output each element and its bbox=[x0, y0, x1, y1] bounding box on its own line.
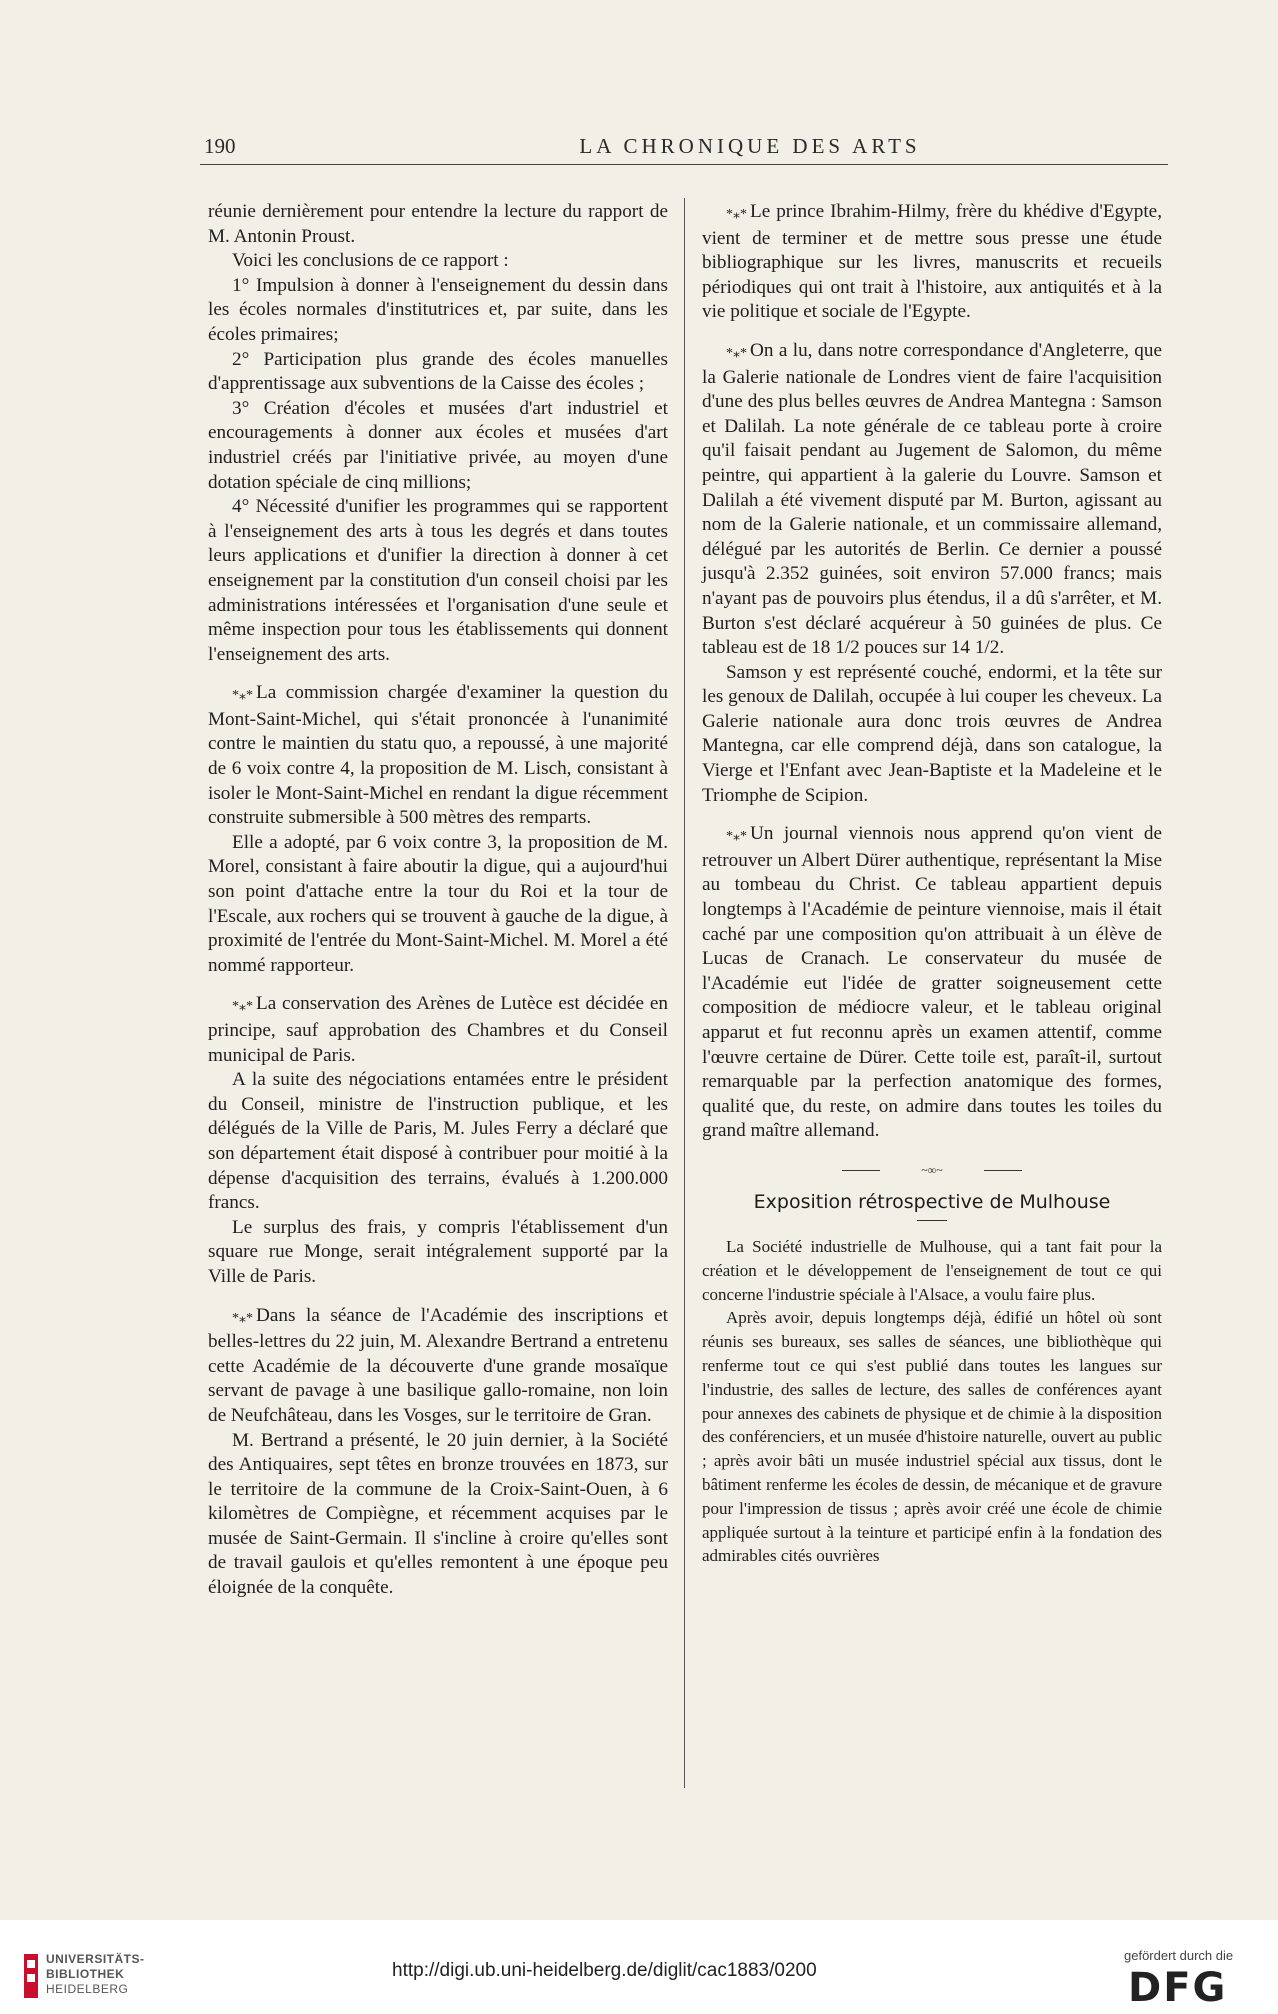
asterism-icon: *⁎* bbox=[232, 688, 253, 704]
left_column-paragraph bbox=[208, 992, 668, 1068]
left_column-paragraph bbox=[208, 397, 668, 495]
right-column-articles bbox=[702, 200, 1162, 1144]
journal-title: LA CHRONIQUE DES ARTS bbox=[579, 134, 921, 158]
right_column-paragraph bbox=[702, 339, 1162, 661]
asterism-icon: *⁎* bbox=[232, 999, 253, 1015]
uni-line-2: BIBLIOTHEK bbox=[46, 1967, 125, 1981]
paragraph-text: Le prince Ibrahim-Hilmy, frère du khédive d'Egypte, vient de terminer et de mettre sous presse une étude bibliographique sur les livres, manuscrits et recueils périodiques qui ont trait à l'histoire, aux antiquités et à la vie politique et sociale de l'Egypte. bbox=[702, 201, 1162, 323]
asterism-icon: *⁎* bbox=[232, 1310, 253, 1326]
section-ornament: ~∞~ bbox=[702, 1152, 1162, 1188]
section-paragraph: Après avoir, depuis longtemps déjà, édifié un hôtel où sont réunis ses bureaux, ses salles de séances, une bibliothèque qui renferme tout ce qui s'est publié dans toutes les langues sur l'industrie, des salles de lecture, des salles de conférences ayant pour annexes des cabinets de physique et de chimie à la disposition des conférenciers, et un musée d'histoire naturelle, ouvert au public ; après avoir bâti un musée industriel spécial aux tissus, dont le bâtiment renferme les écoles de dessin, de mécanique et de gravure pour l'impression de tissus ; après avoir créé une école de chimie appliquée surtout à la teinture et participé enfin à la fondation des admirables cités ouvrières bbox=[702, 1308, 1162, 1566]
left_column-paragraph bbox=[208, 348, 668, 397]
footer bbox=[0, 1920, 1278, 2014]
left_column-paragraph bbox=[208, 1429, 668, 1601]
paragraph-text: Elle a adopté, par 6 voix contre 3, la proposition de M. Morel, consistant à faire aboutir la digue, qui a aujourd'hui son point d'attache entre la tour du Roi et la tour de l'Escale, aux rochers qui se trouvent à gauche de la digue, à proximité de l'entrée du Mont-Saint-Michel. M. Morel a été nommé rapporteur. bbox=[208, 831, 668, 976]
left_column-paragraph bbox=[208, 249, 668, 274]
right_column-paragraph bbox=[702, 822, 1162, 1144]
paragraph-text: 1° Impulsion à donner à l'enseignement du dessin dans les écoles normales d'institutrices et, par suite, dans les écoles primaires; bbox=[208, 274, 668, 345]
page-number: 190 bbox=[204, 134, 236, 158]
left_column-paragraph bbox=[208, 831, 668, 979]
uni-line-3: HEIDELBERG bbox=[46, 1982, 129, 1996]
paragraph-text: La conservation des Arènes de Lutèce est décidée en principe, sauf approbation des Chambres et du Conseil municipal de Paris. bbox=[208, 993, 668, 1066]
column-divider bbox=[684, 198, 685, 1788]
paragraph-text: 4° Nécessité d'unifier les programmes qui se rapportent à l'enseignement des arts à tous les degrés et dans toutes leurs applications et d'unifier la direction à donner à cet enseignement par la constitution d'un conseil choisi par les administrations intéressées et l'organisation d'une seule et même inspection pour tous les établissements qui donnent l'enseignement des arts. bbox=[208, 496, 668, 665]
paragraph-text: M. Bertrand a présenté, le 20 juin dernier, à la Société des Antiquaires, sept têtes en bronze trouvées en 1873, sur le territoire de la commune de la Croix-Saint-Ouen, à 6 kilomètres de Compiègne, et récemment acquises par le musée de Saint-Germain. Il s'incline à croire qu'elles sont de travail gaulois et qu'elles remontent à une époque peu éloignée de la conquête. bbox=[208, 1429, 668, 1599]
paragraph-text: Le surplus des frais, y compris l'établissement d'un square rue Monge, serait intégralement supporté par la Ville de Paris. bbox=[208, 1216, 668, 1287]
dfg-logo: DFG bbox=[1128, 1965, 1228, 2011]
left_column-paragraph bbox=[208, 200, 668, 249]
university-logo-icon bbox=[22, 1954, 40, 1998]
section-dash bbox=[917, 1220, 947, 1221]
asterism-icon: *⁎* bbox=[726, 207, 747, 222]
left-column bbox=[208, 200, 668, 1601]
left_column-paragraph bbox=[208, 681, 668, 831]
left_column-paragraph bbox=[208, 274, 668, 348]
section-paragraph: La Société industrielle de Mulhouse, qui a tant fait pour la création et le développement de l'enseignement de tout ce qui concerne l'industrie spéciale à l'Alsace, a voulu faire plus. bbox=[702, 1236, 1162, 1304]
asterism-icon: *⁎* bbox=[726, 829, 747, 845]
section-body bbox=[702, 1235, 1162, 1568]
right-column bbox=[702, 200, 1162, 1568]
left_column-paragraph bbox=[208, 1304, 668, 1429]
left_column-paragraph bbox=[208, 1068, 668, 1216]
paragraph-text: On a lu, dans notre correspondance d'Angleterre, que la Galerie nationale de Londres vient de faire l'acquisition d'une des plus belles œuvres de Andrea Mantegna : Samson et Dalilah. La note générale de ce tableau porte à croire qu'il faisait pendant au Jugement de Salomon, du même peintre, qui appartient à la galerie du Louvre. Samson et Dalilah a été vivement disputé par M. Burton, agissant au nom de la Galerie nationale, et un commissaire allemand, délégué par les autorités de Berlin. Ce dernier a poussé jusqu'à 2.352 guinées, soit environ 57.000 francs; mais n'ayant pas de pouvoirs plus étendus, il a dû s'arrêter, et M. Burton s'est déclaré acquéreur à 50 guinées de plus. Ce tableau est de 18 1/2 pouces sur 14 1/2. bbox=[702, 339, 1162, 659]
section-title: Exposition rétrospective de Mulhouse bbox=[753, 1190, 1111, 1213]
left_column-paragraph bbox=[208, 495, 668, 667]
paragraph-text: A la suite des négociations entamées entre le président du Conseil, ministre de l'instruction publique, et les délégués de la Ville de Paris, M. Jules Ferry a déclaré que son département était disposé à contribuer pour moitié à la dépense d'acquisition des terrains, évalués à 1.200.000 francs. bbox=[208, 1069, 668, 1214]
paragraph-text: Un journal viennois nous apprend qu'on vient de retrouver un Albert Dürer authentique, représentant la Mise au tombeau du Christ. Ce tableau appartient depuis longtemps à l'Académie de peinture viennoise, mais il était caché par une composition qu'on attribuait à un élève de Lucas de Cranach. Le conservateur du musée de l'Académie eut l'idée de gratter soigneusement cette composition de médiocre valeur, et le tableau original apparut et fut reconnu après un examen attentif, comme l'œuvre certaine de Dürer. Cette toile est, paraît-il, surtout remarquable par la perfection anatomique des formes, qualité que, du reste, on admire dans toutes les toiles du grand maître allemand. bbox=[702, 823, 1162, 1142]
uni-line-1: UNIVERSITÄTS- bbox=[46, 1952, 145, 1966]
university-library-name bbox=[46, 1952, 145, 1997]
paragraph-text: Dans la séance de l'Académie des inscriptions et belles-lettres du 22 juin, M. Alexandre Bertrand a entretenu cette Académie de la découverte d'une grande mosaïque servant de pavage à une basilique gallo-romaine, non loin de Neufchâteau, dans les Vosges, sur le territoire de Gran. bbox=[208, 1304, 668, 1426]
paragraph-text: Voici les conclusions de ce rapport : bbox=[232, 250, 509, 272]
header-rule bbox=[200, 164, 1168, 165]
page-header bbox=[200, 128, 1168, 168]
source-url-link[interactable]: http://digi.ub.uni-heidelberg.de/diglit/cac1883/0200 bbox=[392, 1960, 817, 1981]
right_column-paragraph bbox=[702, 200, 1162, 325]
right_column-paragraph bbox=[702, 661, 1162, 809]
paragraph-text: 3° Création d'écoles et musées d'art industriel et encouragements à donner aux écoles et musées d'art industriel créés par l'initiative privée, au moyen d'une dotation spéciale de cinq millions; bbox=[208, 397, 668, 493]
paragraph-text: 2° Participation plus grande des écoles manuelles d'apprentissage aux subventions de la Caisse des écoles ; bbox=[208, 348, 668, 395]
funded-by-label: gefördert durch die bbox=[1124, 1948, 1234, 1963]
paragraph-text: réunie dernièrement pour entendre la lecture du rapport de M. Antonin Proust. bbox=[208, 201, 668, 247]
asterism-icon: *⁎* bbox=[726, 345, 747, 361]
left_column-paragraph bbox=[208, 1216, 668, 1290]
paragraph-text: Samson y est représenté couché, endormi, et la tête sur les genoux de Dalilah, occupée à lui couper les cheveux. La Galerie nationale aura donc trois œuvres de Andrea Mantegna, car elle comprend déjà, dans son catalogue, la Vierge et l'Enfant avec Jean-Baptiste et la Madeleine et le Triomphe de Scipion. bbox=[702, 661, 1162, 806]
paragraph-text: La commission chargée d'examiner la question du Mont-Saint-Michel, qui s'était prononcée à l'unanimité contre le maintien du statu quo, a repoussé, à une majorité de 6 voix contre 4, la proposition de M. Lisch, consistant à isoler le Mont-Saint-Michel en rendant la digue récemment construite submersible à 500 mètres des remparts. bbox=[208, 682, 668, 829]
